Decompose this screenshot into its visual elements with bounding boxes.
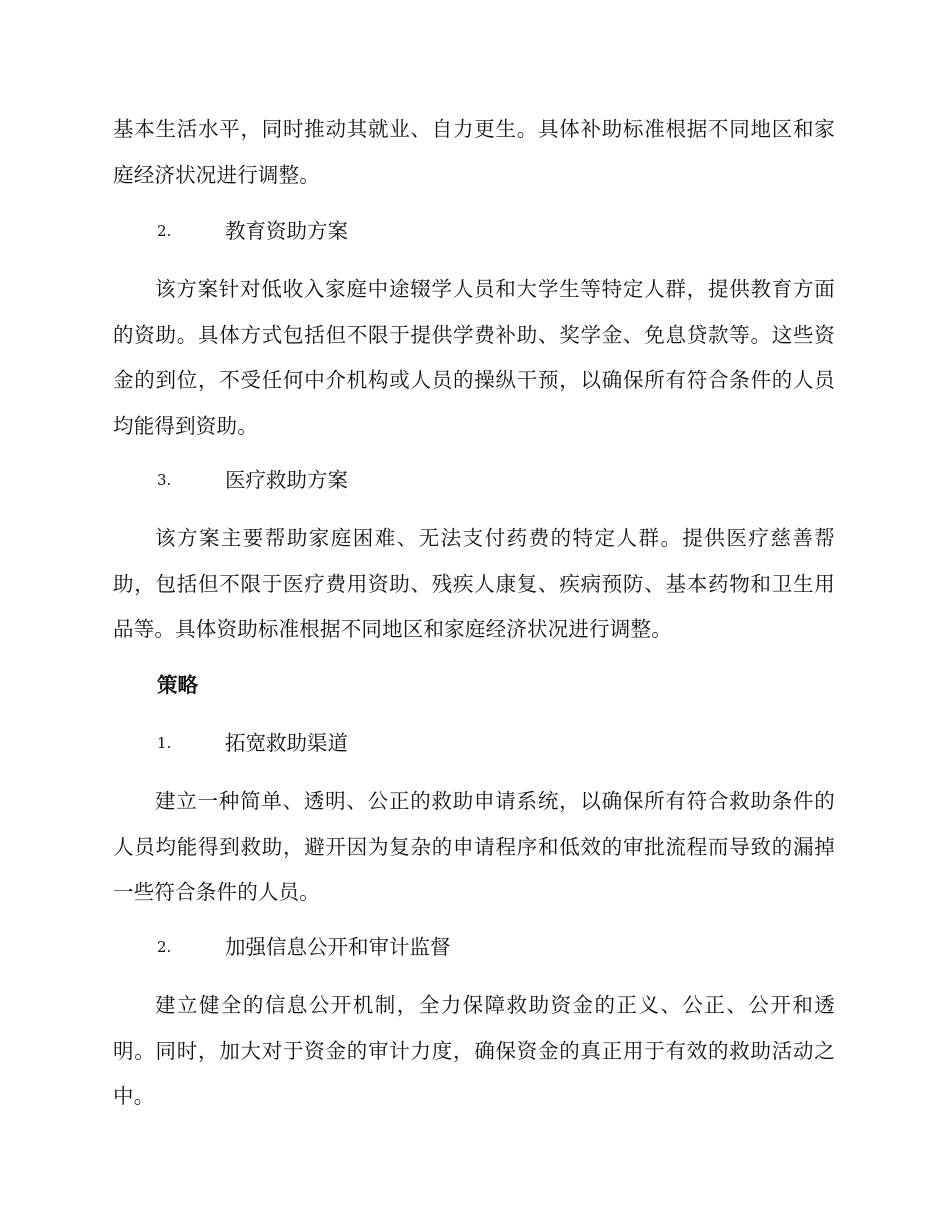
list-item-label: 医疗救助方案 [225, 468, 348, 492]
list-number: 2. [157, 222, 172, 240]
list-number: 1. [157, 734, 172, 752]
list-number: 2. [157, 938, 172, 956]
paragraph-medical-aid: 该方案主要帮助家庭困难、无法支付药费的特定人群。提供医疗慈善帮助，包括但不限于医疗费用资助、残疾人康复、疾病预防、基本药物和卫生用品等。具体资助标准根据不同地区和家庭经济状况进行调整。 [113, 526, 835, 641]
list-item-label: 加强信息公开和审计监督 [225, 935, 451, 959]
section-heading-strategy: 策略 [157, 673, 198, 697]
list-item-label: 教育资助方案 [225, 219, 348, 243]
paragraph-audit-supervision: 建立健全的信息公开机制，全力保障救助资金的正义、公正、公开和透明。同时，加大对于资金的审计力度，确保资金的真正用于有效的救助活动之中。 [113, 993, 835, 1108]
paragraph-broaden-channels: 建立一种简单、透明、公正的救助申请系统，以确保所有符合救助条件的人员均能得到救助，避开因为复杂的申请程序和低效的审批流程而导致的漏掉一些符合条件的人员。 [113, 789, 835, 904]
list-item-label: 拓宽救助渠道 [225, 731, 348, 755]
paragraph-living-standard: 基本生活水平，同时推动其就业、自力更生。具体补助标准根据不同地区和家庭经济状况进行调整。 [113, 117, 835, 187]
list-number: 3. [157, 471, 172, 489]
paragraph-education-aid: 该方案针对低收入家庭中途辍学人员和大学生等特定人群，提供教育方面的资助。具体方式包括但不限于提供学费补助、奖学金、免息贷款等。这些资金的到位，不受任何中介机构或人员的操纵干预，以确保所有符合条件的人员均能得到资助。 [113, 277, 835, 438]
